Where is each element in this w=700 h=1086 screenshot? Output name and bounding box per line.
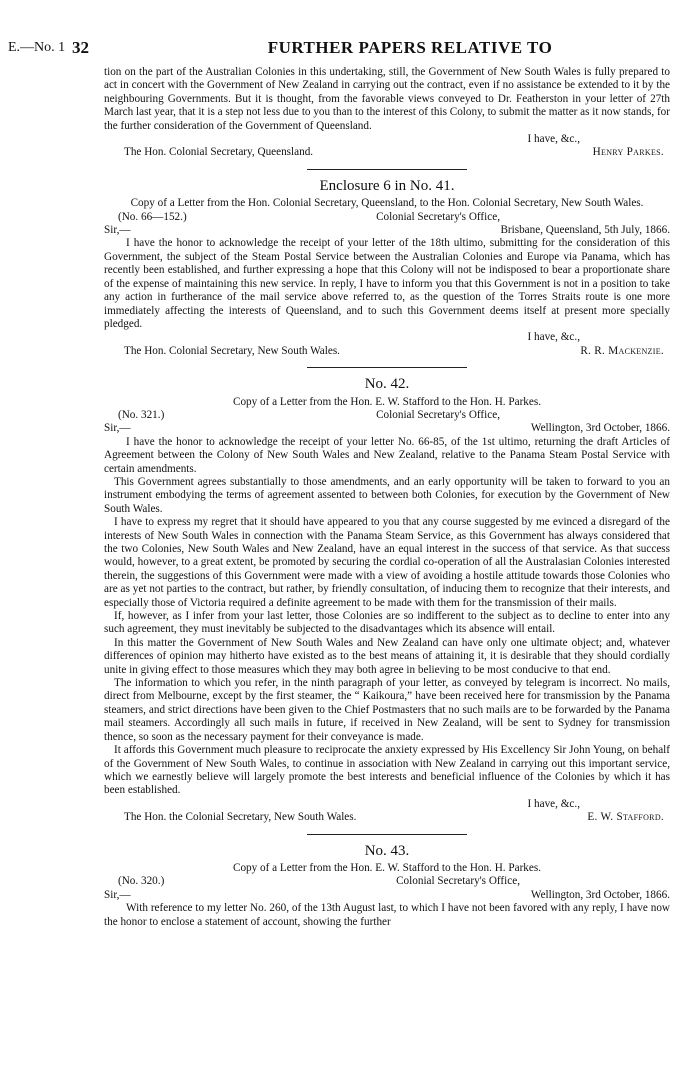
letter-paragraph: This Government agrees substantially to those amendments, and an early opportunity will be taken to forward to you an instrument embodying the terms of agreement assented to between both Colonies, for execution by the Government of New South Wales.: [104, 475, 670, 515]
salutation-row: [104, 224, 670, 237]
addressee: The Hon. Colonial Secretary, Queensland.: [124, 146, 314, 159]
signature: R. R. Mackenzie.: [580, 344, 664, 357]
letter-paragraph: With reference to my letter No. 260, of the 13th August last, to which I have not been favored with any reply, I have now the honor to enclose a statement of account, showing the further: [104, 902, 670, 928]
office-line: Colonial Secretary's Office,: [376, 210, 500, 223]
signature: Henry Parkes.: [592, 146, 664, 159]
salutation: Sir,—: [104, 422, 131, 435]
letter-paragraph: The information to which you refer, in the ninth paragraph of your letter, as conveyed by telegram is incorrect. No mails, direct from Melbourne, except by the first steamer, the “ Kaikoura,” have been received here for transmission by the Panama steamers, and strict directions have been given to the Chief Postmasters that no such mails are to be forwarded by the Panama mail steamers. Accordingly all such mails in future, if received in New Zealand, will be sent to Sydney for transmission thence, so soon as the necessary payment for their conveyance is made.: [104, 677, 670, 743]
addressee: The Hon. Colonial Secretary, New South Wales.: [124, 344, 340, 357]
series-label: E.—No. 1: [8, 40, 66, 55]
place-date: Brisbane, Queensland, 5th July, 1866.: [500, 224, 670, 237]
section-divider: [307, 834, 467, 835]
closing: I have, &c.,: [527, 331, 580, 344]
place-date: Wellington, 3rd October, 1866.: [530, 422, 670, 435]
letter-reference: (No. 66—152.): [118, 210, 187, 223]
signoff-row: [104, 811, 670, 824]
letter-paragraph: I have the honor to acknowledge the receipt of your letter of the 18th ultimo, submitting for the consideration of this Government, the subject of the Steam Postal Service between the Australian Colonies and Europe via Panama, which has recently been established, and further expressing a hope that this Colony will not be indisposed to bear a proportionate share of the expense of maintaining this new service. In reply, I have to inform you that this Government is not in a position to take any action in furtherance of the mail service above referred to, as the question of the Torres Straits route is one more immediately affecting the interests of Queensland, and to such this Government deems itself at present more specially pledged.: [104, 237, 670, 330]
office-line: Colonial Secretary's Office,: [376, 408, 500, 421]
running-title: FURTHER PAPERS RELATIVE TO: [267, 38, 553, 57]
section-heading-no-43: No. 43.: [364, 842, 410, 859]
closing: I have, &c.,: [527, 133, 580, 146]
copy-line: Copy of a Letter from the Hon. E. W. Stafford to the Hon. H. Parkes.: [232, 861, 541, 874]
office-line: Colonial Secretary's Office,: [396, 875, 520, 888]
place-date: Wellington, 3rd October, 1866.: [530, 888, 670, 901]
section-heading-no-42: No. 42.: [364, 376, 410, 393]
salutation: Sir,—: [104, 888, 131, 901]
page-number: 32: [72, 38, 89, 57]
salutation: Sir,—: [104, 224, 131, 237]
reference-row: [104, 409, 670, 422]
letter-reference: (No. 321.): [118, 408, 165, 421]
closing: I have, &c.,: [527, 797, 580, 810]
section-heading-enclosure-6: Enclosure 6 in No. 41.: [319, 177, 455, 194]
section-divider: [307, 169, 467, 170]
letter-paragraph: In this matter the Government of New South Wales and New Zealand can have only one ultimate object; and, whatever differences of opinion may hitherto have existed as to the best means of attaining it, it is desirable that they should cordially unite in giving effect to those measures which they may both agree in believing to be most conducive to that end.: [104, 636, 670, 676]
letter-reference: (No. 320.): [118, 875, 165, 888]
section-divider: [307, 367, 467, 368]
signoff-row: [104, 146, 670, 159]
letter-paragraph: If, however, as I infer from your last letter, those Colonies are so indifferent to the subject as to decline to enter into any such agreement, they must inevitably be subjected to the disadvantages which its absence will entail.: [104, 610, 670, 636]
continued-paragraph: tion on the part of the Australian Colonies in this undertaking, still, the Government of New South Wales is fully prepared to act in concert with the Government of New Zealand in carrying out the contract, even if no assistance be extended to it by the neighbouring Governments. But it is thought, from the favorable views conveyed to Dr. Featherston in your letter of 27th March last year, that it is a step not less due to you than to the interest of this Colony, to submit the matter as it now stands, for the further consideration of the Government of Queensland.: [104, 66, 670, 132]
letter-paragraph: I have to express my regret that it should have appeared to you that any course suggested by me evinced a disregard of the interests of New South Wales in connection with the Panama Steam Service, as this Government has always considered that the two Colonies, New South Wales and New Zealand, have an equal interest in the success of that service. As that success would, however, to a great extent, be promoted by securing the cordial co-operation of all the Australasian Colonies interested therein, the suggestions of this Government were made with a view of avoiding a hostile attitude towards those Colonies who are as yet not parties to the contract, but rather, by friendly consultation, of inducing them to recognize that their interests, and especially those of Victoria required a definite agreement to be made with them for the transmission of their mails.: [104, 516, 670, 609]
page-body: [104, 66, 670, 929]
letter-paragraph: I have the honor to acknowledge the receipt of your letter No. 66-85, of the 1st ultimo, returning the draft Articles of Agreement between the Colony of New South Wales and New Zealand, relative to the Panama Steam Postal Service with certain amendments.: [104, 435, 670, 475]
reference-row: [104, 211, 670, 224]
salutation-row: [104, 422, 670, 435]
addressee: The Hon. the Colonial Secretary, New South Wales.: [124, 811, 357, 824]
copy-line: Copy of a Letter from the Hon. E. W. Stafford to the Hon. H. Parkes.: [232, 395, 541, 408]
signoff-row: [104, 345, 670, 358]
signature: E. W. Stafford.: [587, 811, 664, 824]
letter-paragraph: It affords this Government much pleasure to reciprocate the anxiety expressed by His Excellency Sir John Young, on behalf of the Government of New South Wales, to continue in association with New Zealand in carrying out this important service, which we earnestly believe will largely promote the best interests and beneficial influence of the Colonies by which it has been established.: [104, 744, 670, 797]
copy-line: Copy of a Letter from the Hon. Colonial Secretary, Queensland, to the Hon. Colonial Secretary, New South Wales.: [130, 197, 644, 210]
reference-row: [104, 875, 670, 888]
salutation-row: [104, 889, 670, 902]
